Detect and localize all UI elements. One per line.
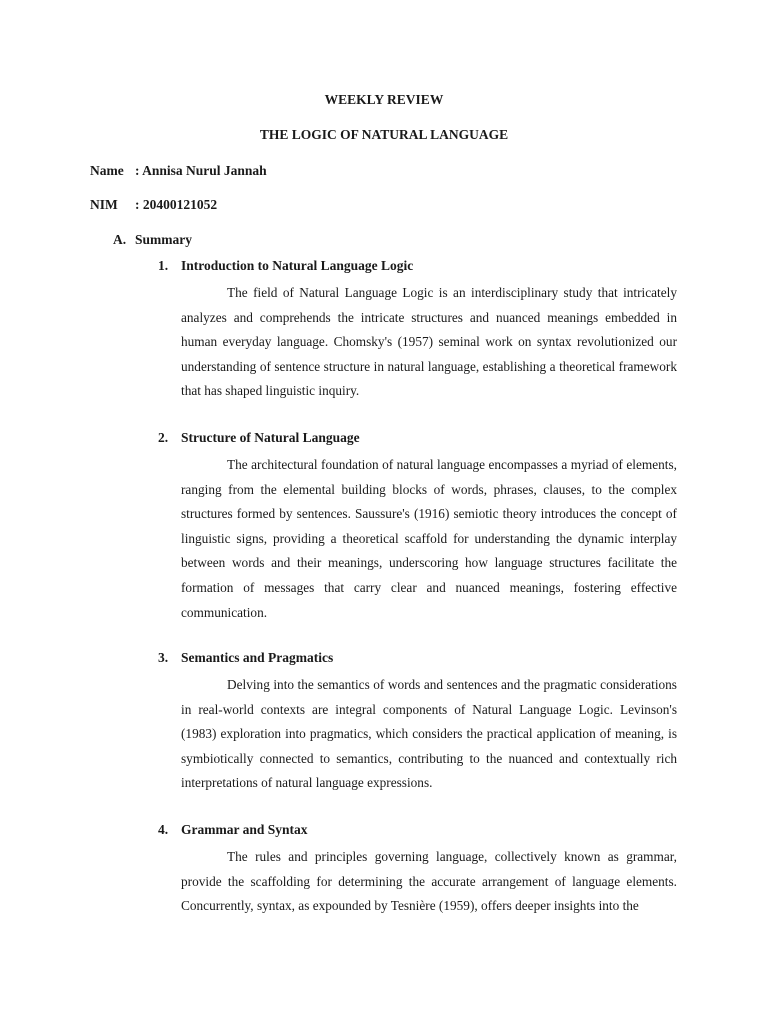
- summary-item: [158, 821, 677, 919]
- summary-item-body: The architectural foundation of natural language encompasses a myriad of elements, ranging from the elemental building blocks of words, phrases, clauses, to the complex structures formed by sentences. Saussure's (1916) semiotic theory introduces the concept of linguistic signs, providing a theoretical scaffold for understanding the dynamic interplay between words and their meanings, underscoring how language structures facilitate the formation of messages that carry clear and nuanced meanings, fostering effective communication.: [181, 457, 677, 620]
- summary-item-title: Structure of Natural Language: [181, 430, 360, 445]
- nim-value: : 20400121052: [135, 197, 218, 212]
- summary-item-heading: [158, 429, 677, 453]
- nim-label: NIM: [90, 197, 118, 212]
- summary-item-number: 3.: [158, 650, 169, 665]
- summary-item-heading: [158, 821, 677, 845]
- student-nim-row: [90, 197, 217, 213]
- name-value: : Annisa Nurul Jannah: [135, 163, 267, 178]
- section-marker: A.: [113, 232, 127, 247]
- summary-item-title: Introduction to Natural Language Logic: [181, 258, 414, 273]
- summary-item-title: Grammar and Syntax: [181, 822, 308, 837]
- summary-item-number: 2.: [158, 430, 169, 445]
- summary-item: [158, 649, 677, 796]
- name-label: Name: [90, 163, 124, 178]
- student-name-row: [90, 163, 267, 179]
- document-title: WEEKLY REVIEW: [324, 92, 444, 107]
- summary-item-number: 4.: [158, 822, 169, 837]
- summary-item-body: Delving into the semantics of words and sentences and the pragmatic considerations in real-world contexts are integral components of Natural Language Logic. Levinson's (1983) exploration into pragmatics, which considers the practical application of meaning, is symbiotically connected to semantics, contributing to the nuanced and contextually rich interpretations of natural language expressions.: [181, 677, 677, 791]
- summary-item-heading: [158, 257, 677, 281]
- summary-item-body: The field of Natural Language Logic is an interdisciplinary study that intricately analyzes and comprehends the intricate structures and nuanced meanings embedded in human everyday language. Chomsky's (1957) seminal work on syntax revolutionized our understanding of sentence structure in natural language, establishing a theoretical framework that has shaped linguistic inquiry.: [181, 285, 677, 399]
- summary-item-title: Semantics and Pragmatics: [181, 650, 334, 665]
- summary-item: [158, 429, 677, 625]
- summary-item-body: The rules and principles governing language, collectively known as grammar, provide the scaffolding for determining the accurate arrangement of language elements. Concurrently, syntax, as expounded by Tesnière (1959), offers deeper insights into the: [181, 849, 677, 914]
- summary-item: [158, 257, 677, 404]
- section-heading-summary: [113, 232, 192, 248]
- document-subtitle: THE LOGIC OF NATURAL LANGUAGE: [259, 127, 509, 142]
- summary-item-number: 1.: [158, 258, 169, 273]
- section-title: Summary: [135, 232, 192, 247]
- summary-item-heading: [158, 649, 677, 673]
